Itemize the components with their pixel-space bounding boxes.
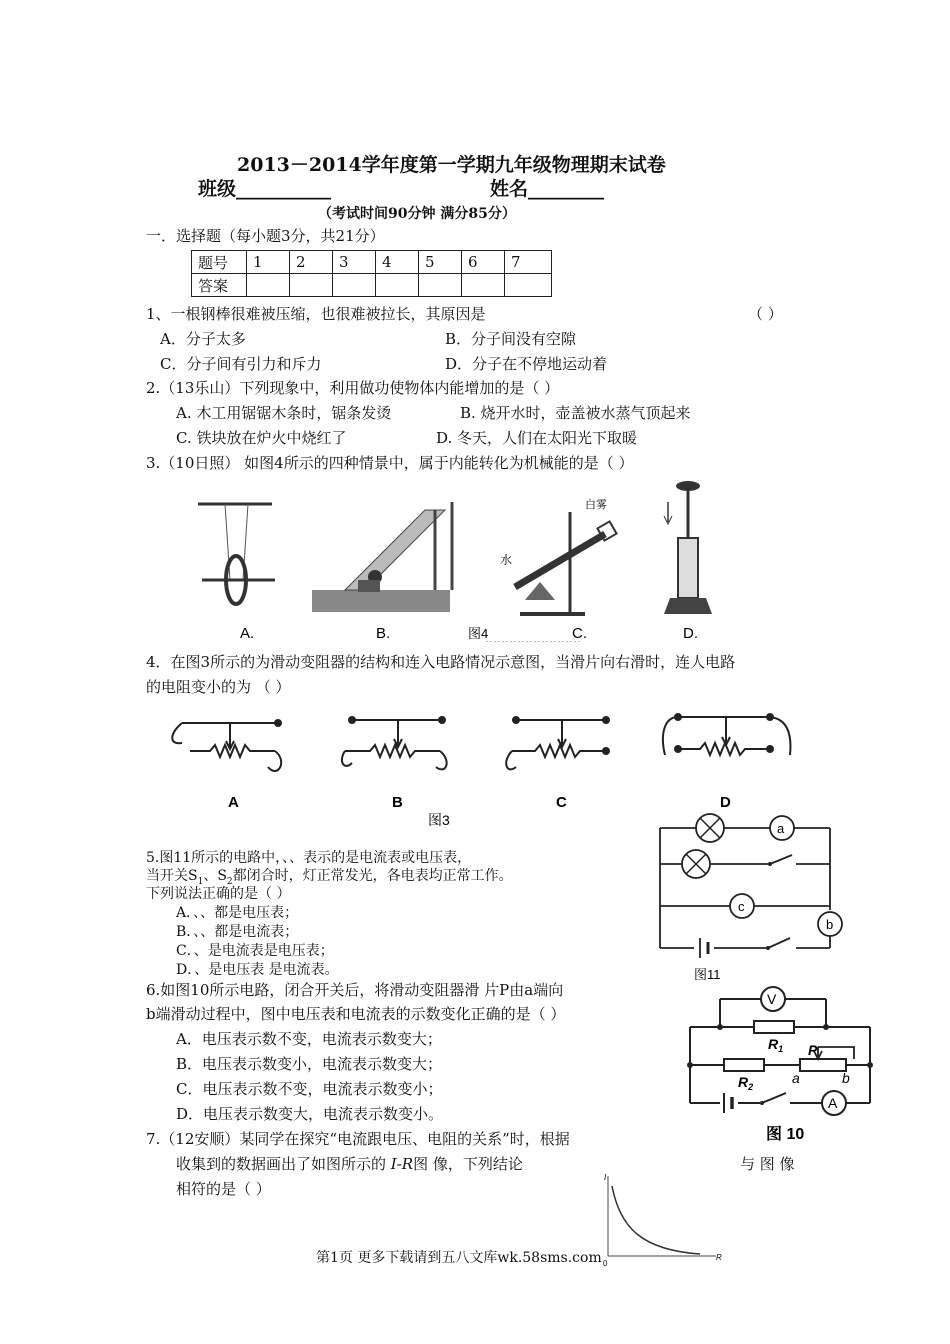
rheostat-diagram-a <box>172 720 281 771</box>
answer-table <box>191 250 552 297</box>
voltmeter-icon <box>761 987 785 1011</box>
option-b: B．、、都是电流表； <box>176 924 299 940</box>
subscript: 2 <box>226 876 233 887</box>
end-a-label: a <box>792 1070 800 1086</box>
table-cell: 6 <box>462 251 505 274</box>
origin-label: 0 <box>603 1259 608 1268</box>
fig4-label-b: B. <box>376 625 391 642</box>
answer-cell[interactable] <box>505 274 552 297</box>
voltmeter-label: V <box>767 991 777 1007</box>
option-c: C．、是电流表是电压表； <box>176 943 334 959</box>
table-cell: 答案 <box>192 274 247 297</box>
meter-c-label: c <box>738 899 745 914</box>
ammeter-label: A <box>828 1095 838 1111</box>
option-d: D．分子在不停地运动着 <box>445 355 608 373</box>
page-title: 2013－2014学年度第一学期九年级物理期末试卷 <box>237 154 666 176</box>
option-c: C．分子间有引力和斥力 <box>160 355 322 373</box>
question-4-stem: 4．在图3所示的为滑动变阻器的结构和连入电路情况示意图，当滑片向右滑时，连人电路 <box>146 653 736 671</box>
subscript: 1 <box>197 876 204 887</box>
option-d: D. 冬天，人们在太阳光下取暖 <box>436 429 638 447</box>
fig11-caption: 图11 <box>694 967 721 982</box>
rheostat-icon <box>792 1042 854 1086</box>
table-cell: 3 <box>333 251 376 274</box>
fig4-caption: 图4 <box>468 626 489 641</box>
battery-icon <box>694 938 714 958</box>
slide-illustration <box>312 502 452 612</box>
option-d: D．、是电压表 是电流表。 <box>176 962 339 978</box>
i-r-symbol: I-R <box>390 1155 414 1173</box>
stem-text: 都闭合时，灯正常发光，各电表均正常工作。 <box>232 868 513 884</box>
switch-s2-icon <box>768 855 796 871</box>
exam-info: （考试时间90分钟 满分85分） <box>318 206 516 222</box>
battery-icon <box>720 1093 738 1113</box>
meter-c <box>730 894 754 918</box>
stem-text: 收集到的数据画出了如图所示的 <box>176 1155 391 1173</box>
question-7-stem: 7.（12安顺）某同学在探究“电流跟电压、电阻的关系”时，根据 <box>146 1130 570 1148</box>
question-7-stem-cont: 与 图 像 <box>740 1155 795 1173</box>
switch-s1-icon <box>766 938 796 954</box>
axis-r-label: R <box>716 1253 722 1262</box>
test-tube-steam-illustration <box>500 498 617 614</box>
table-cell: 1 <box>247 251 290 274</box>
water-label: 水 <box>500 553 513 567</box>
rheostat-diagram-d <box>663 714 791 755</box>
fig3-label-c: C <box>556 794 567 811</box>
question-7-stem-cont: 相符的是（ ） <box>176 1180 271 1198</box>
fig4-label-d: D. <box>683 625 698 642</box>
class-field: 班级__________ <box>198 178 332 200</box>
option-a: A．分子太多 <box>160 330 246 348</box>
figure-11-circuit <box>650 812 850 987</box>
question-5-stem: 5.图11所示的电路中，、、表示的是电流表或电压表， <box>146 850 472 866</box>
table-row <box>192 251 552 274</box>
r1-label: $R_1$ <box>768 1036 784 1054</box>
option-c: C．电压表示数不变，电流表示数变小； <box>176 1080 443 1098</box>
lamp-icon <box>682 850 710 878</box>
table-cell: 5 <box>419 251 462 274</box>
fig3-label-a: A <box>228 794 239 811</box>
answer-cell[interactable] <box>462 274 505 297</box>
meter-b <box>818 912 842 936</box>
page-footer: 第1页 更多下载请到五八文库wk.58sms.com <box>316 1250 602 1266</box>
rheostat-diagram-b <box>342 717 447 769</box>
fire-syringe-illustration <box>664 481 712 614</box>
stem-text: 、S <box>203 868 227 884</box>
option-b: B. 烧开水时，壶盖被水蒸气顶起来 <box>460 404 691 422</box>
option-d: D．电压表示数变大，电流表示数变小。 <box>176 1105 444 1123</box>
question-6-stem-cont: b端滑动过程中，图中电压表和电流表的示数变化正确的是（ ） <box>146 1005 566 1023</box>
meter-a-label: a <box>777 821 785 836</box>
option-b: B．分子间没有空隙 <box>445 330 577 348</box>
table-row <box>192 274 552 297</box>
table-cell: 2 <box>290 251 333 274</box>
section-heading: 一．选择题（每小题3分，共21分） <box>146 227 385 245</box>
fig4-label-c: C. <box>572 625 587 642</box>
meter-a <box>770 816 794 840</box>
stem-text: 当开关S <box>146 868 198 884</box>
question-3-stem: 3.（10日照） 如图4所示的四种情景中，属于内能转化为机械能的是（ ） <box>146 454 634 472</box>
answer-cell[interactable] <box>376 274 419 297</box>
option-a: A. 木工用锯锯木条时，锯条发烫 <box>176 404 392 422</box>
answer-cell[interactable] <box>290 274 333 297</box>
stem-text: 图 像，下列结论 <box>413 1155 523 1173</box>
option-b: B．电压表示数变小，电流表示数变大； <box>176 1055 443 1073</box>
answer-cell[interactable] <box>419 274 462 297</box>
r2-label: $R_2$ <box>738 1074 754 1092</box>
meter-b-label: b <box>826 917 834 932</box>
i-r-graph <box>596 1168 726 1268</box>
option-a: A．电压表示数不变，电流表示数变大； <box>176 1030 442 1048</box>
question-4-stem-cont: 的电阻变小的为 （ ） <box>146 678 291 696</box>
fig3-label-b: B <box>392 794 403 811</box>
question-6-stem: 6.如图10所示电路，闭合开关后，将滑动变阻器滑 片P由a端向 <box>146 981 564 999</box>
option-a: A．、、都是电压表； <box>176 905 299 921</box>
answer-cell[interactable] <box>247 274 290 297</box>
fig4-label-a: A. <box>240 625 255 642</box>
maxwell-pendulum-illustration <box>198 504 275 604</box>
fig3-label-d: D <box>720 794 731 811</box>
end-b-label: b <box>842 1070 850 1086</box>
fig3-caption: 图3 <box>428 812 450 828</box>
question-5-stem-cont: 下列说法正确的是（ ） <box>146 886 291 902</box>
option-c: C. 铁块放在炉火中烧红了 <box>176 429 347 447</box>
question-7-stem-cont <box>176 1154 523 1174</box>
axis-i-label: I <box>604 1173 607 1182</box>
answer-cell[interactable] <box>333 274 376 297</box>
resistor-r2 <box>724 1059 764 1092</box>
inverse-curve <box>612 1186 700 1254</box>
resistor-r1 <box>754 1021 794 1054</box>
figure-10-circuit <box>680 985 890 1145</box>
table-cell: 7 <box>505 251 552 274</box>
slider-p-label: P <box>808 1042 818 1058</box>
ammeter-icon <box>822 1091 846 1115</box>
question-2-stem: 2.（13乐山）下列现象中，利用做功使物体内能增加的是（ ） <box>146 379 560 397</box>
fig10-caption: 图 10 <box>766 1126 805 1143</box>
lamp-icon <box>696 814 724 842</box>
table-cell: 4 <box>376 251 419 274</box>
question-1-stem: 1、一根钢棒很难被压缩，也很难被拉长，其原因是 <box>146 305 486 323</box>
answer-paren: （ ） <box>748 305 783 323</box>
table-cell: 题号 <box>192 251 247 274</box>
name-field: 姓名________ <box>490 178 605 200</box>
fog-label: 白雾 <box>585 499 607 511</box>
switch-icon <box>760 1093 790 1109</box>
rheostat-diagram-c <box>506 717 609 769</box>
figure-4 <box>180 472 740 642</box>
